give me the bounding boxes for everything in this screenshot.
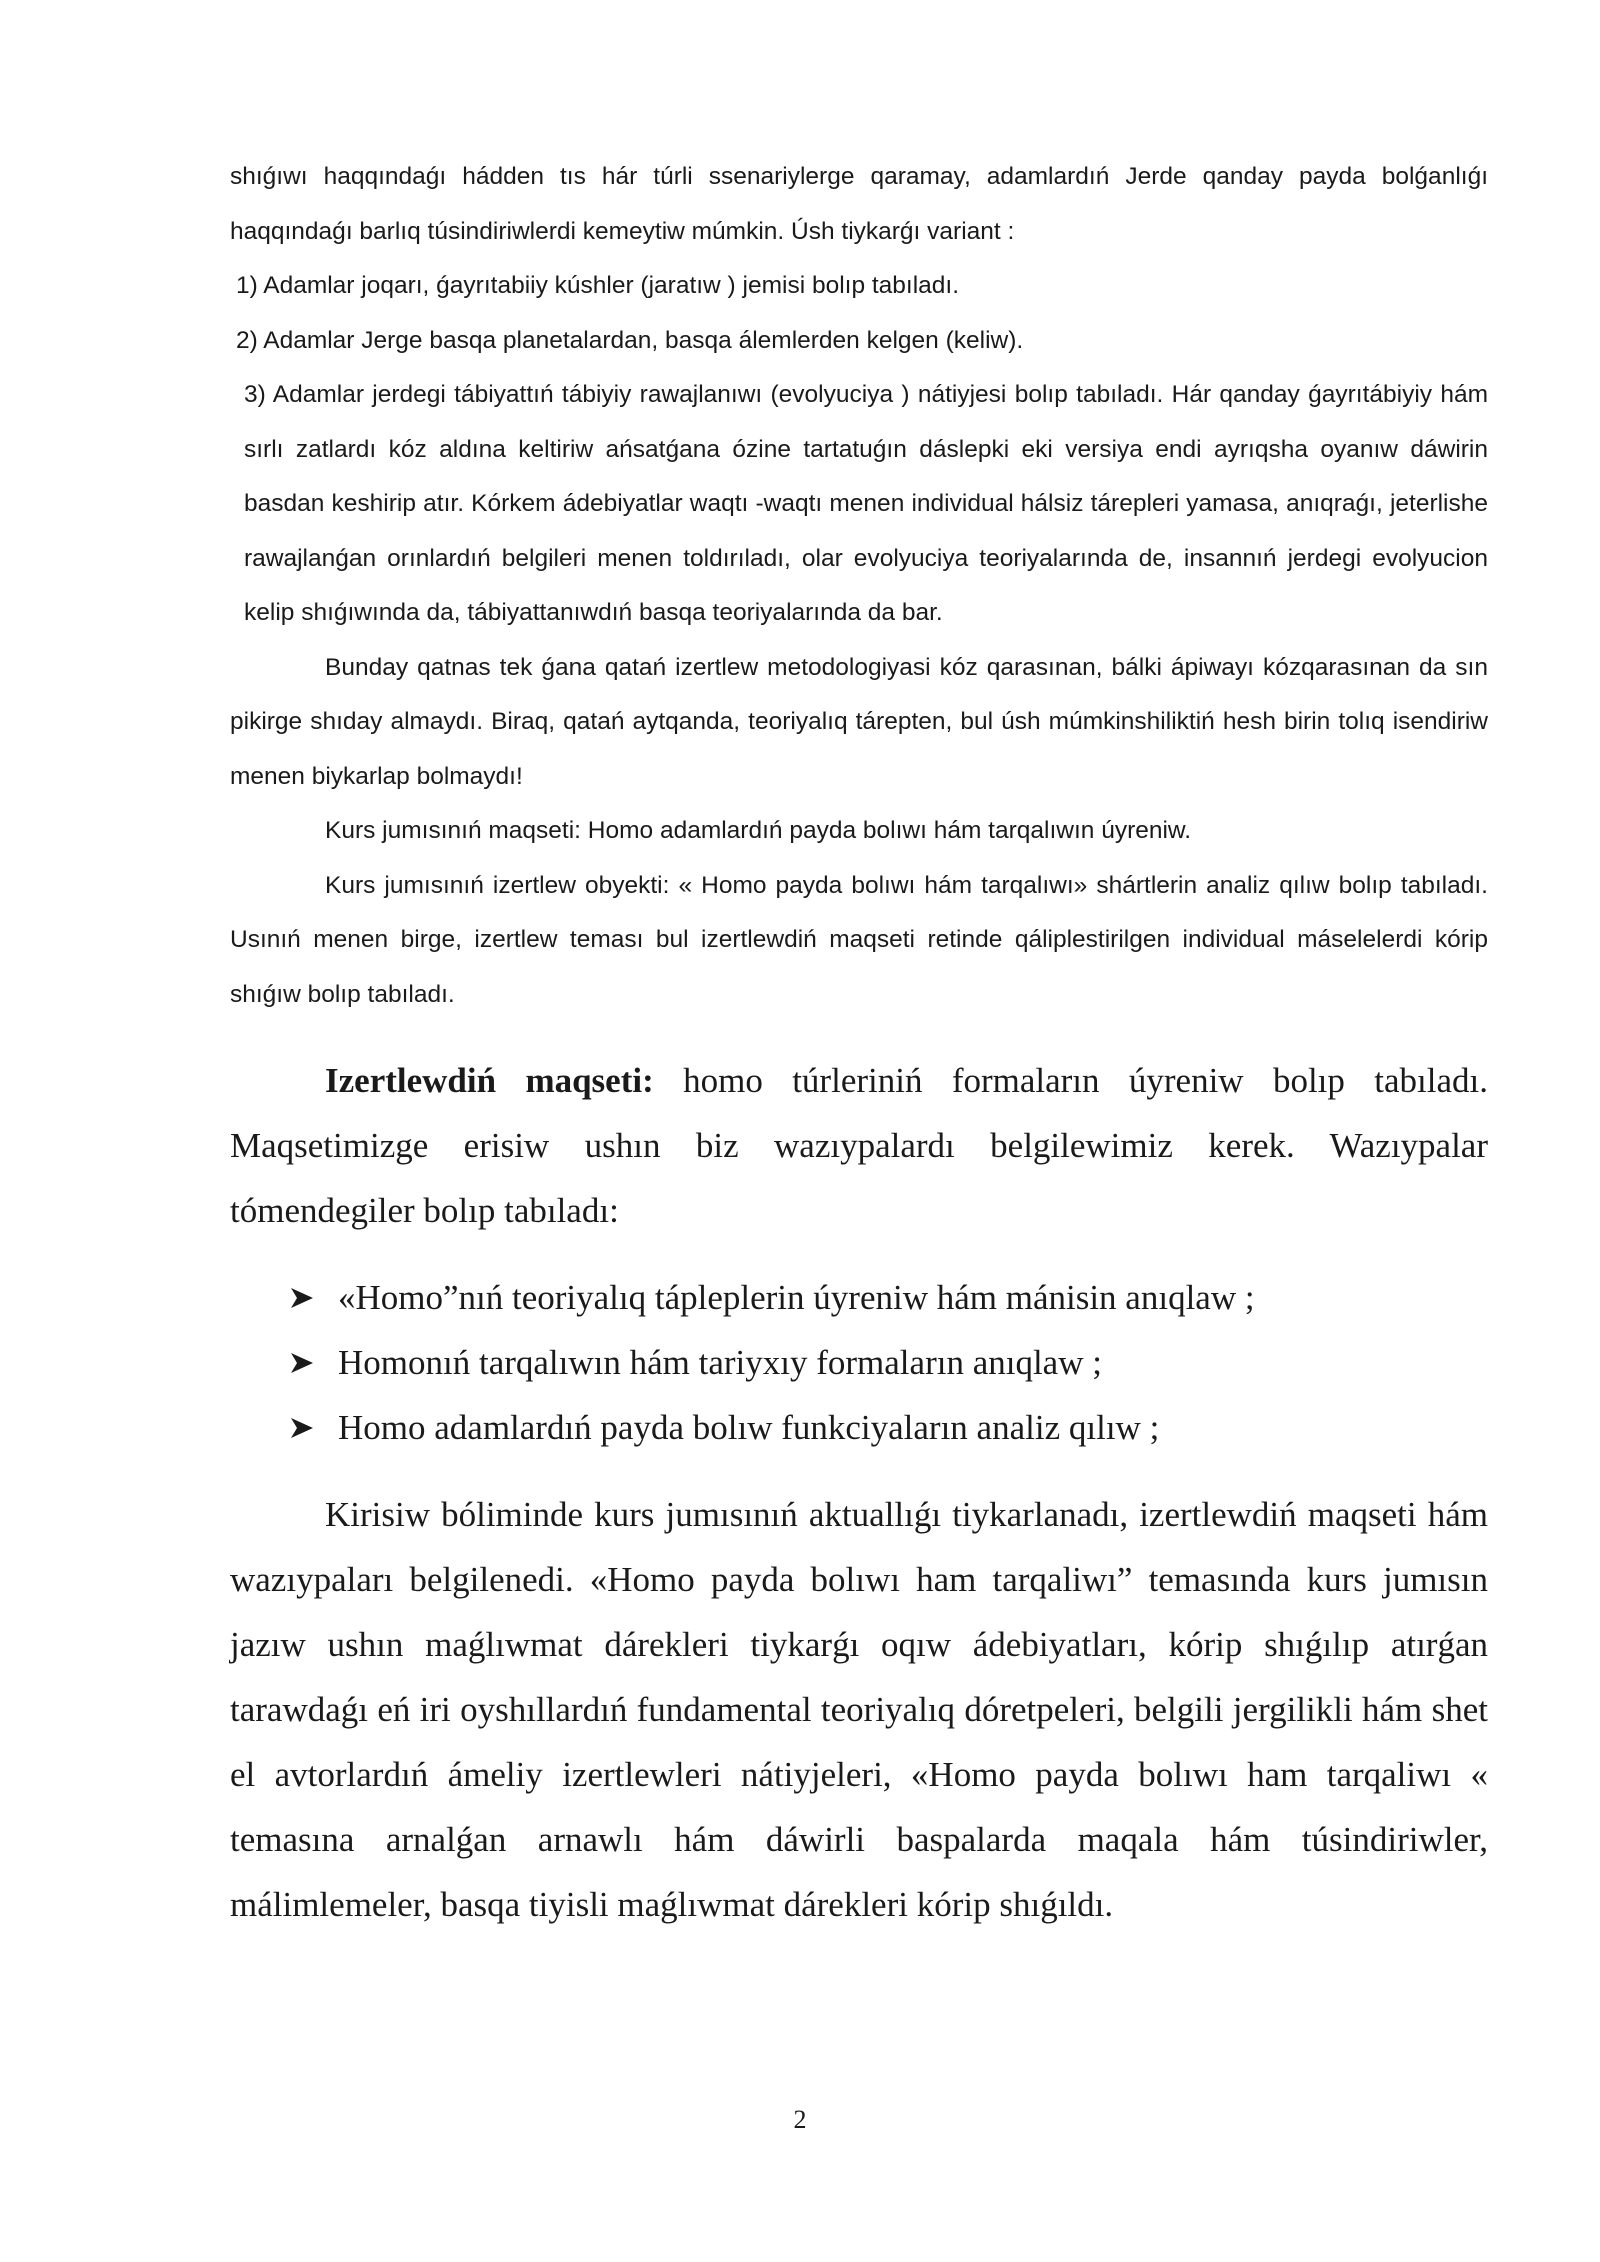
variant-item-3: 3) Adamlar jerdegi tábiyattıń tábiyiy rawajlanıwı (evolyuciya ) nátiyjesi bolıp tabıladı. Hár qanday ǵayrıtábiyiy hám sırlı zatlardı kóz aldına keltiriw ańsatǵana ózine tartatuǵın dáslepki eki versiya endi ayrıqsha oyanıw dáwirin basdan keshirip atır. Kórkem ádebiyatlar waqtı -waqtı menen individual hálsiz tárepleri yamasa, anıqraǵı, jeterlishe rawajlanǵan orınlardıń belgileri menen toldırıladı, olar evolyuciya teoriyalarında de, insannıń jerdegi evolyucion kelip shıǵıwında da, tábiyattanıwdıń basqa teoriyalarında da bar. xyxy=(244,381,1488,626)
task-list xyxy=(230,1265,1488,1460)
task-item-1 xyxy=(290,1265,1488,1330)
page-content xyxy=(230,150,1488,1937)
arrow-bullet-icon xyxy=(290,1330,320,1395)
task-item-text: Homo adamlardıń payda bolıw funkciyaların analiz qılıw ; xyxy=(338,1408,1160,1447)
task-item-text: Homonıń tarqalıwın hám tariyxıy formaların anıqlaw ; xyxy=(338,1343,1102,1382)
variant-item-1: 1) Adamlar joqarı, ǵayrıtabiiy kúshler (jaratıw ) jemisi bolıp tabıladı. xyxy=(236,272,960,299)
paragraph-intro-continuation: shıǵıwı haqqındaǵı hádden tıs hár túrli ssenariylerge qaramay, adamlardıń Jerde qanday payda bolǵanlıǵı haqqındaǵı barlıq túsindiriwlerdi kemeytiw múmkin. Úsh tiykarǵı variant : xyxy=(230,163,1488,245)
variant-item-2: 2) Adamlar Jerge basqa planetalardan, basqa álemlerden kelgen (keliw). xyxy=(236,326,1024,354)
page-number: 2 xyxy=(793,2105,807,2134)
task-item-2 xyxy=(290,1330,1488,1395)
task-item-3 xyxy=(290,1395,1488,1460)
paragraph-course-aim: Kurs jumısınıń maqseti: Homo adamlardıń payda bolıwı hám tarqalıwın úyreniw. xyxy=(325,817,1192,844)
arrow-bullet-icon xyxy=(290,1265,320,1330)
research-goal-text: homo túrleriniń formaların úyreniw bolıp tabıladı. Maqsetimizge erisiw ushın biz wazıypalardı belgilewimiz kerek. Wazıypalar tómendegiler bolıp tabıladı: xyxy=(230,1061,1488,1230)
paragraph-introduction-sources: Kirisiw bóliminde kurs jumısınıń aktuallıǵı tiykarlanadı, izertlewdiń maqseti hám wazıypaları belgilenedi. «Homo payda bolıwı ham tarqaliwı” temasında kurs jumısın jazıw ushın maǵlıwmat dárekleri tiykarǵı oqıw ádebiyatları, kórip shıǵılıp atırǵan tarawdaǵı eń iri oyshıllardıń fundamental teoriyalıq dóretpeleri, belgili jergilikli hám shet el avtorlardıń ámeliy izertlewleri nátiyjeleri, «Homo payda bolıwı ham tarqaliwı « temasına arnalǵan arnawlı hám dáwirli baspalarda maqala hám túsindiriwler, málimlemeler, basqa tiyisli maǵlıwmat dárekleri kórip shıǵıldı. xyxy=(230,1495,1488,1924)
paragraph-research-object: Kurs jumısınıń izertlew obyekti: « Homo payda bolıwı hám tarqalıwı» shártlerin analiz qılıw bolıp tabıladı. Usınıń menen birge, izertlew teması bul izertlewdiń maqseti retinde qáliplestirilgen individual máselelerdi kórip shıǵıw bolıp tabıladı. xyxy=(230,871,1488,1008)
research-goal-label: Izertlewdiń maqseti: xyxy=(325,1061,654,1100)
research-goal-section xyxy=(230,1048,1488,1937)
task-item-text: «Homo”nıń teoriyalıq tápleplerin úyreniw hám mánisin anıqlaw ; xyxy=(338,1278,1255,1317)
paragraph-approach: Bunday qatnas tek ǵana qatań izertlew metodologiyasi kóz qarasınan, bálki ápiwayı kózqarasınan da sın pikirge shıday almaydı. Biraq, qatań aytqanda, teoriyalıq tárepten, bul úsh múmkinshiliktiń hesh birin tolıq isendiriw menen biykarlap bolmaydı! xyxy=(230,653,1488,790)
paragraph-research-goal xyxy=(230,1048,1488,1243)
arrow-bullet-icon xyxy=(290,1395,320,1460)
